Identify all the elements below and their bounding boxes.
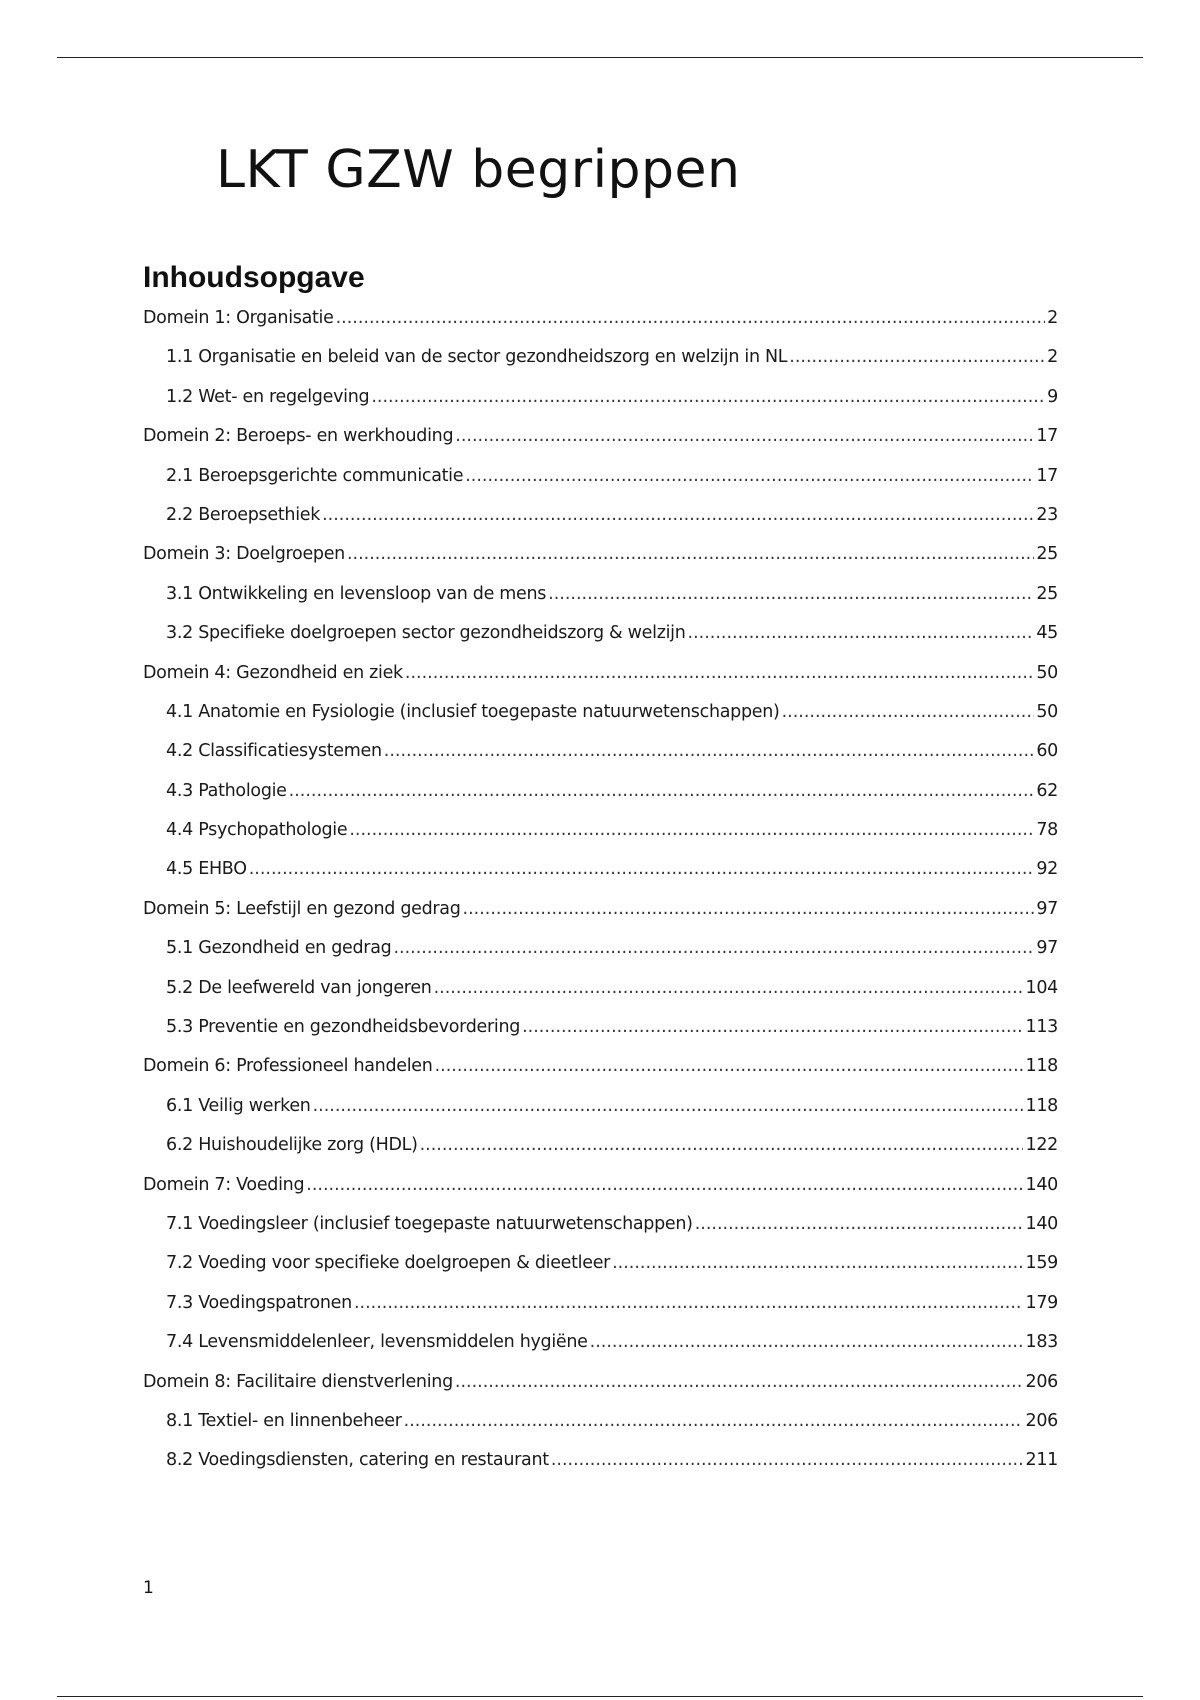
header-rule — [57, 57, 1143, 58]
toc-entry-section[interactable] — [143, 741, 1058, 780]
toc-entry-page: 17 — [1036, 426, 1058, 447]
toc-dot-leader — [612, 1253, 1023, 1273]
toc-entry-domain[interactable] — [143, 308, 1058, 347]
toc-dot-leader — [434, 978, 1024, 998]
toc-entry-page: 113 — [1025, 1017, 1058, 1038]
toc-entry-section[interactable] — [143, 505, 1058, 544]
toc-dot-leader — [405, 663, 1034, 683]
toc-entry-domain[interactable] — [143, 426, 1058, 465]
toc-entry-page: 104 — [1025, 977, 1058, 998]
toc-entry-section[interactable] — [143, 1411, 1058, 1450]
toc-entry-section[interactable] — [143, 387, 1058, 426]
toc-entry-label: 7.1 Voedingsleer (inclusief toegepaste natuurwetenschappen) — [166, 1213, 693, 1234]
toc-entry-page: 9 — [1047, 386, 1058, 407]
toc-entry-section[interactable] — [143, 1293, 1058, 1332]
toc-entry-page: 45 — [1036, 623, 1058, 644]
toc-dot-leader — [782, 702, 1035, 722]
page-number: 1 — [143, 1578, 154, 1598]
toc-dot-leader — [249, 859, 1035, 879]
toc-entry-section[interactable] — [143, 938, 1058, 977]
toc-entry-page: 25 — [1036, 583, 1058, 604]
toc-entry-page: 97 — [1036, 898, 1058, 919]
toc-entry-page: 206 — [1025, 1371, 1058, 1392]
toc-entry-page: 183 — [1025, 1332, 1058, 1353]
toc-entry-domain[interactable] — [143, 1175, 1058, 1214]
toc-dot-leader — [590, 1332, 1024, 1352]
toc-entry-section[interactable] — [143, 347, 1058, 386]
toc-entry-domain[interactable] — [143, 1056, 1058, 1095]
toc-entry-label: Domein 2: Beroeps- en werkhouding — [143, 426, 454, 447]
toc-entry-label: 5.1 Gezondheid en gedrag — [166, 938, 392, 959]
toc-entry-page: 97 — [1036, 938, 1058, 959]
toc-entry-section[interactable] — [143, 702, 1058, 741]
toc-entry-section[interactable] — [143, 820, 1058, 859]
toc-entry-page: 50 — [1036, 662, 1058, 683]
toc-entry-page: 159 — [1025, 1253, 1058, 1274]
toc-entry-section[interactable] — [143, 781, 1058, 820]
toc-entry-page: 118 — [1025, 1056, 1058, 1077]
toc-dot-leader — [306, 1175, 1023, 1195]
toc-entry-label: 3.2 Specifieke doelgroepen sector gezondheidszorg & welzijn — [166, 623, 686, 644]
toc-entry-section[interactable] — [143, 1450, 1058, 1489]
toc-entry-domain[interactable] — [143, 1372, 1058, 1411]
footer-rule — [57, 1696, 1143, 1697]
toc-dot-leader — [322, 505, 1034, 525]
toc-entry-label: 7.4 Levensmiddelenleer, levensmiddelen hygiëne — [166, 1332, 588, 1353]
toc-entry-label: 2.1 Beroepsgerichte communicatie — [166, 465, 464, 486]
toc-entry-page: 62 — [1036, 780, 1058, 801]
toc-entry-label: Domein 5: Leefstijl en gezond gedrag — [143, 898, 461, 919]
toc-entry-page: 2 — [1047, 308, 1058, 328]
toc-dot-leader — [313, 1096, 1024, 1116]
toc-entry-section[interactable] — [143, 1135, 1058, 1174]
toc-entry-label: 7.3 Voedingspatronen — [166, 1292, 352, 1313]
toc-entry-section[interactable] — [143, 584, 1058, 623]
toc-heading: Inhoudsopgave — [143, 261, 365, 294]
toc-entry-label: 4.3 Pathologie — [166, 780, 287, 801]
toc-entry-page: 122 — [1025, 1135, 1058, 1156]
toc-dot-leader — [384, 741, 1035, 761]
toc-entry-domain[interactable] — [143, 544, 1058, 583]
toc-dot-leader — [455, 426, 1034, 446]
toc-entry-label: 6.2 Huishoudelijke zorg (HDL) — [166, 1135, 418, 1156]
toc-entry-section[interactable] — [143, 859, 1058, 898]
toc-entry-label: 5.2 De leefwereld van jongeren — [166, 977, 432, 998]
toc-entry-label: 4.4 Psychopathologie — [166, 820, 348, 841]
toc-dot-leader — [455, 1372, 1024, 1392]
document-title: LKT GZW begrippen — [216, 140, 741, 200]
toc-entry-label: 4.2 Classificatiesystemen — [166, 741, 382, 762]
toc-entry-section[interactable] — [143, 623, 1058, 662]
toc-entry-label: Domein 4: Gezondheid en ziek — [143, 662, 403, 683]
toc-entry-label: 4.1 Anatomie en Fysiologie (inclusief toegepaste natuurwetenschappen) — [166, 701, 780, 722]
toc-dot-leader — [371, 387, 1045, 407]
toc-entry-section[interactable] — [143, 466, 1058, 505]
toc-entry-label: 6.1 Veilig werken — [166, 1095, 311, 1116]
toc-entry-label: Domein 1: Organisatie — [143, 308, 334, 328]
toc-dot-leader — [548, 584, 1034, 604]
toc-dot-leader — [347, 544, 1034, 564]
toc-entry-domain[interactable] — [143, 899, 1058, 938]
toc-dot-leader — [336, 308, 1046, 328]
toc-entry-label: 2.2 Beroepsethiek — [166, 504, 321, 525]
toc-entry-label: Domein 7: Voeding — [143, 1174, 305, 1195]
toc-entry-page: 78 — [1036, 820, 1058, 841]
toc-entry-domain[interactable] — [143, 663, 1058, 702]
toc-entry-page: 23 — [1036, 504, 1058, 525]
toc-dot-leader — [789, 347, 1045, 367]
toc-entry-label: Domein 3: Doelgroepen — [143, 544, 345, 565]
toc-dot-leader — [354, 1293, 1024, 1313]
toc-entry-page: 50 — [1036, 701, 1058, 722]
toc-entry-label: 3.1 Ontwikkeling en levensloop van de mens — [166, 583, 547, 604]
toc-entry-page: 2 — [1047, 347, 1058, 368]
toc-entry-section[interactable] — [143, 1332, 1058, 1371]
table-of-contents — [143, 308, 1058, 1490]
toc-entry-section[interactable] — [143, 1253, 1058, 1292]
toc-dot-leader — [695, 1214, 1024, 1234]
toc-dot-leader — [435, 1056, 1024, 1076]
toc-entry-label: 1.1 Organisatie en beleid van de sector gezondheidszorg en welzijn in NL — [166, 347, 788, 368]
toc-dot-leader — [420, 1135, 1024, 1155]
toc-entry-page: 179 — [1025, 1292, 1058, 1313]
toc-entry-section[interactable] — [143, 1096, 1058, 1135]
toc-dot-leader — [551, 1450, 1024, 1470]
toc-entry-label: Domein 6: Professioneel handelen — [143, 1056, 433, 1077]
toc-dot-leader — [404, 1411, 1024, 1431]
toc-dot-leader — [465, 466, 1034, 486]
toc-entry-label: 8.1 Textiel- en linnenbeheer — [166, 1410, 402, 1431]
toc-entry-section[interactable] — [143, 1214, 1058, 1253]
toc-entry-page: 140 — [1025, 1213, 1058, 1234]
toc-entry-label: 5.3 Preventie en gezondheidsbevordering — [166, 1017, 521, 1038]
toc-entry-label: 8.2 Voedingsdiensten, catering en restaurant — [166, 1450, 549, 1471]
toc-entry-label: 1.2 Wet- en regelgeving — [166, 386, 370, 407]
toc-dot-leader — [289, 781, 1035, 801]
toc-dot-leader — [349, 820, 1034, 840]
toc-entry-page: 118 — [1025, 1095, 1058, 1116]
toc-entry-page: 60 — [1036, 741, 1058, 762]
toc-dot-leader — [688, 623, 1035, 643]
toc-entry-label: 7.2 Voeding voor specifieke doelgroepen & dieetleer — [166, 1253, 611, 1274]
toc-entry-page: 206 — [1025, 1410, 1058, 1431]
toc-entry-label: 4.5 EHBO — [166, 859, 247, 880]
toc-entry-page: 211 — [1025, 1450, 1058, 1471]
toc-dot-leader — [522, 1017, 1023, 1037]
toc-entry-page: 17 — [1036, 465, 1058, 486]
toc-entry-section[interactable] — [143, 1017, 1058, 1056]
toc-entry-section[interactable] — [143, 978, 1058, 1017]
toc-dot-leader — [463, 899, 1035, 919]
toc-dot-leader — [393, 938, 1034, 958]
toc-entry-page: 140 — [1025, 1174, 1058, 1195]
toc-entry-page: 25 — [1036, 544, 1058, 565]
toc-entry-label: Domein 8: Facilitaire dienstverlening — [143, 1371, 453, 1392]
toc-entry-page: 92 — [1036, 859, 1058, 880]
